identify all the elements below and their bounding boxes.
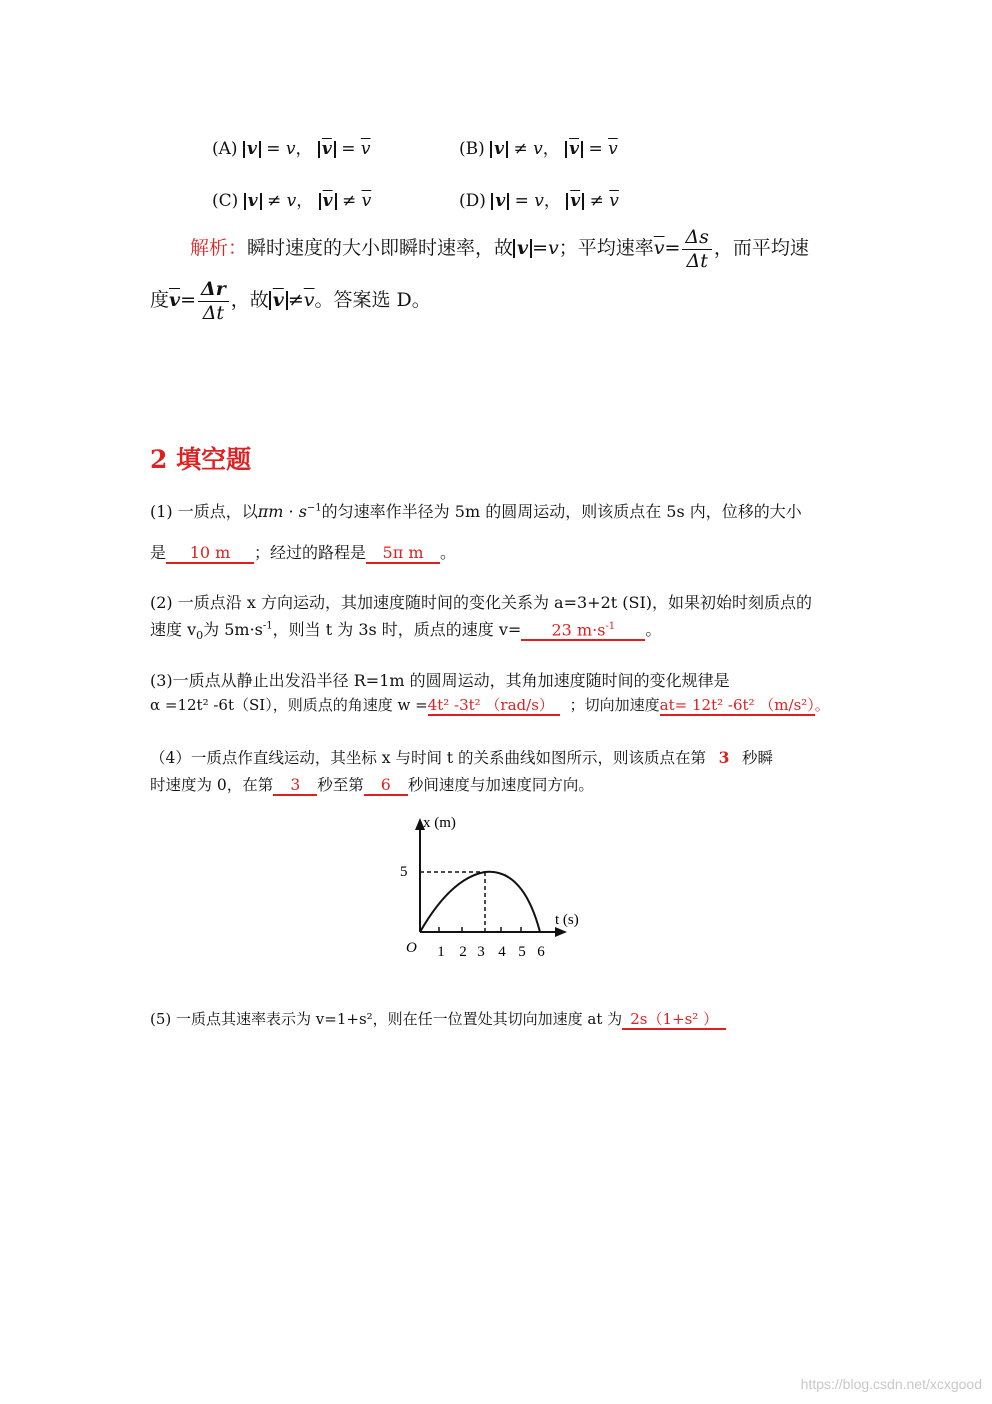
y-axis-label: x (m) (423, 815, 456, 831)
analysis-line-1 (190, 226, 809, 271)
denominator: Δt (686, 249, 708, 272)
q4-text: 秒瞬 (742, 749, 774, 767)
analysis-label: 解析： (190, 237, 248, 259)
x-tick-label: 1 (437, 944, 445, 960)
q1-text: 是 (150, 543, 167, 562)
q5-line (150, 1008, 726, 1030)
q2-answer (521, 621, 645, 641)
v-scalar: v (548, 237, 559, 259)
neq-sign: ≠ (266, 191, 282, 211)
q3-text: (3)一质点从静止出发沿半径 R=1m 的圆周运动，其角加速度随时间的变化规律是 (150, 671, 730, 690)
xt-graph (395, 808, 595, 968)
q2-answer-exp: -1 (605, 620, 616, 632)
q3-text: α =12t² -6t（SI），则质点的角速度 w = (150, 696, 428, 714)
q4-answer-start: 3 (273, 777, 317, 796)
neq-sign: ≠ (341, 191, 357, 211)
q4-text: 时速度为 0，在第 (150, 776, 274, 794)
analysis-text: ，而平均速 (713, 237, 809, 259)
q2-text: 速度 v (150, 620, 197, 639)
q4-text: 秒至第 (317, 776, 364, 794)
vbar-scalar: $\overline{v}$ (303, 289, 315, 311)
q4-line-2 (150, 773, 594, 796)
section-heading (150, 440, 251, 476)
q2-exp: -1 (262, 620, 273, 632)
q2-subscript: 0 (196, 629, 204, 643)
neq-sign: ≠ (287, 289, 304, 311)
eq-sign: = (588, 139, 603, 159)
q3-text: ；切向加速度 (569, 696, 660, 714)
ds-over-dt-fraction (682, 227, 711, 272)
x-tick-label: 5 (518, 944, 526, 960)
xt-curve (420, 872, 540, 932)
option-b-label: (B) (459, 139, 485, 159)
section-title: 填空题 (176, 445, 252, 474)
x-tick-label: 3 (477, 944, 485, 960)
neq-sign: ≠ (589, 191, 604, 211)
analysis-text: 瞬时速度的大小即瞬时速率，故 (247, 237, 514, 259)
eq-sign: = (180, 289, 196, 311)
x-axis-label: t (s) (555, 912, 579, 928)
section-number: 2 (150, 445, 168, 474)
q1-text: ；经过的路程是 (254, 543, 367, 562)
q4-answer-end: 6 (364, 777, 408, 796)
x-axis-arrow-icon (555, 927, 567, 937)
q5-answer: 2s（1+s² ） (622, 1011, 726, 1030)
vbar-vector: $\overline{v}$ (169, 289, 181, 311)
option-c-label: (C) (212, 191, 239, 211)
eq-sign: = (266, 139, 281, 159)
denominator: Δt (202, 301, 225, 324)
watermark: https://blog.csdn.net/xcxgood (800, 1376, 982, 1392)
x-tick-label: 2 (459, 944, 467, 960)
q4-text: 秒间速度与加速度同方向。 (407, 776, 594, 794)
q4-text: （4）一质点作直线运动，其坐标 x 与时间 t 的关系曲线如图所示，则该质点在第 (150, 749, 707, 767)
analysis-text: ，故 (230, 289, 269, 311)
abs-vbar-vector: $\overline{v}$ (318, 141, 336, 158)
origin-label: O (406, 940, 417, 956)
neq-sign: ≠ (513, 139, 528, 159)
analysis-line-2 (150, 278, 431, 323)
numerator: Δr (198, 279, 229, 302)
v-scalar: v (534, 191, 544, 211)
x-tick-label: 6 (537, 944, 545, 960)
v-scalar: v (285, 139, 296, 159)
option-d (459, 186, 619, 211)
option-b (459, 134, 618, 159)
eq-sign: = (532, 237, 548, 259)
vbar-scalar: $\overline{v}$ (361, 191, 372, 211)
comma: ， (295, 139, 313, 159)
q1-text: 。 (440, 543, 457, 562)
v-scalar: v (533, 139, 543, 159)
abs-vbar-vector: $\overline{v}$ (319, 193, 337, 210)
abs-vbar-vector: $\overline{v}$ (269, 291, 288, 310)
q4-line-1 (150, 746, 773, 768)
comma: ， (543, 191, 561, 211)
eq-sign: = (514, 191, 529, 211)
q3-answer-angular-velocity: 4t² -3t² （rad/s） (428, 697, 560, 716)
comma: ， (296, 191, 314, 211)
q1-rate: πm · s (257, 502, 307, 521)
q2-text: 。 (645, 620, 662, 639)
q2-text: 为 5m·s (203, 620, 263, 639)
v-scalar: v (286, 191, 297, 211)
abs-v-vector: v (244, 193, 262, 210)
option-d-label: (D) (459, 191, 486, 211)
comma: ， (542, 139, 560, 159)
abs-vbar-vector: $\overline{v}$ (565, 141, 583, 158)
q1-answer-path: 5π m (366, 544, 440, 564)
vbar-scalar: $\overline{v}$ (360, 139, 371, 159)
analysis-text: ；平均速率 (558, 237, 654, 259)
q3-line-1 (150, 668, 730, 691)
q2-answer-value: 23 m·s (551, 620, 606, 639)
q1-rate-exp: −1 (306, 502, 322, 514)
analysis-text: 度 (150, 289, 170, 311)
abs-v-vector: v (490, 141, 508, 158)
eq-sign: = (341, 139, 356, 159)
dr-over-dt-fraction (198, 279, 229, 324)
abs-v-vector: v (243, 141, 261, 158)
q1-line-1 (150, 499, 802, 522)
vbar-scalar: $\overline{v}$ (608, 139, 618, 159)
analysis-text: 。答案选 D。 (314, 289, 431, 311)
q1-line-2 (150, 540, 456, 564)
y-tick-label: 5 (400, 864, 408, 880)
option-a (212, 134, 370, 159)
q2-text: (2) 一质点沿 x 方向运动，其加速度随时间的变化关系为 a=3+2t (SI)，如果初始时刻质点的 (150, 593, 813, 612)
option-a-label: (A) (212, 139, 238, 159)
q3-line-2 (150, 694, 830, 716)
q3-answer-tangential-acc: at= 12t² -6t² （m/s²）。 (659, 696, 830, 714)
vbar-scalar: $\overline{v}$ (653, 237, 665, 259)
numerator: Δs (682, 227, 711, 250)
q4-answer-zero-velocity: 3 (718, 748, 730, 767)
q1-text: 的匀速率作半径为 5m 的圆周运动，则该质点在 5s 内，位移的大小 (321, 502, 802, 521)
q2-line-1 (150, 590, 812, 613)
abs-vbar-vector: $\overline{v}$ (566, 193, 584, 210)
q5-text: (5) 一质点其速率表示为 v=1+s²，则在任一位置处其切向加速度 at 为 (150, 1010, 623, 1028)
q2-text: ，则当 t 为 3s 时，质点的速度 v= (272, 620, 522, 639)
q1-prefix: (1) 一质点，以 (150, 502, 258, 521)
x-tick-label: 4 (498, 944, 506, 960)
abs-v-vector: v (513, 239, 532, 258)
q2-line-2 (150, 617, 661, 642)
vbar-scalar: $\overline{v}$ (609, 191, 619, 211)
option-c (212, 186, 371, 211)
abs-v-vector: v (491, 193, 509, 210)
eq-sign: = (664, 237, 681, 259)
q1-answer-displacement: 10 m (166, 544, 254, 564)
